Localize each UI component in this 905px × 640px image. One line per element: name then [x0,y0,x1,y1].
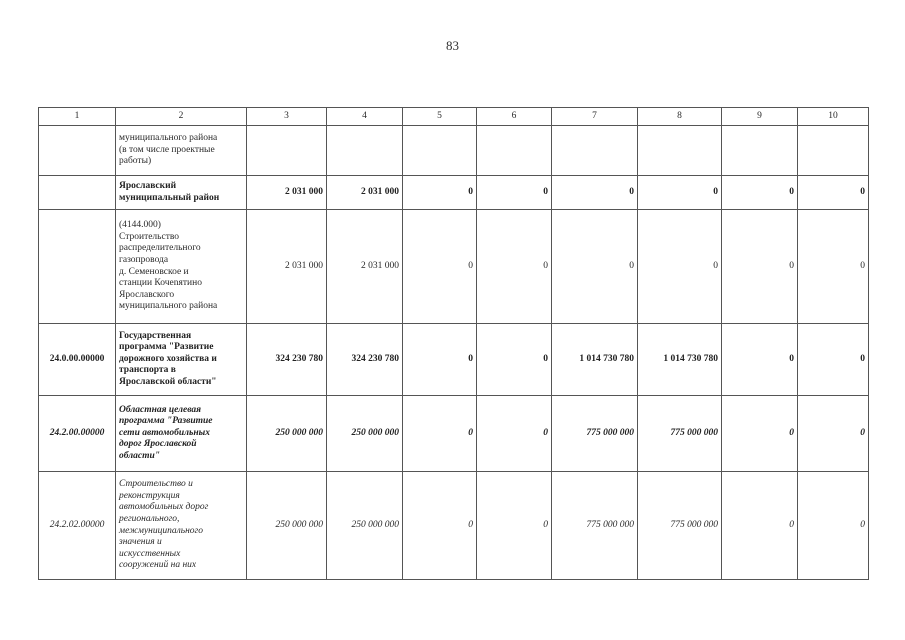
row-value: 0 [403,210,477,324]
row-name-line: сооружений на них [119,560,197,571]
row-name-line: д. Семеновское и [119,266,189,277]
row-name-line: муниципальный район [119,192,220,203]
row-value: 0 [477,324,552,396]
row-name-line: работы) [119,156,152,167]
row-name-line: Строительство и [119,479,193,490]
row-value: 250 000 000 [327,396,403,472]
row-name [116,324,247,396]
row-value: 775 000 000 [638,396,722,472]
row-value: 0 [798,472,869,580]
page-number: 83 [446,38,459,53]
row-name-line: Ярославского [119,289,175,300]
table-row [39,396,869,472]
table-row [39,176,869,210]
row-value: 0 [722,176,798,210]
row-name-line: программа "Развитие [119,416,213,427]
row-code [39,176,116,210]
row-name-line: искусственных [119,548,181,559]
row-name-line: области" [119,450,161,461]
row-value: 0 [403,396,477,472]
row-name-line: Государственная [119,330,192,341]
row-value: 250 000 000 [327,472,403,580]
row-value: 324 230 780 [247,324,327,396]
row-name-line: дорожного хозяйства и [119,353,217,364]
row-name-line: сети автомобильных [119,427,210,438]
row-name [116,472,247,580]
row-value: 0 [638,210,722,324]
column-number: 10 [798,108,869,126]
row-name-line: автомобильных дорог [119,502,209,513]
row-value: 0 [722,324,798,396]
table-row [39,472,869,580]
table-row [39,210,869,324]
row-name-line: муниципального района [119,301,218,312]
budget-table [38,107,869,580]
row-value: 775 000 000 [552,472,638,580]
row-value: 0 [722,396,798,472]
row-value: 0 [798,210,869,324]
row-value: 0 [477,396,552,472]
row-code: 24.2.00.00000 [39,396,116,472]
row-code: 24.0.00.00000 [39,324,116,396]
row-value: 0 [798,324,869,396]
column-number: 6 [477,108,552,126]
row-value: 250 000 000 [247,472,327,580]
row-value: 0 [403,472,477,580]
row-value [327,126,403,176]
row-value [552,126,638,176]
row-value: 2 031 000 [247,176,327,210]
row-name-line: распределительного [119,243,201,254]
row-name-line: межмуниципального [119,525,204,536]
row-value: 1 014 730 780 [638,324,722,396]
row-name [116,210,247,324]
row-value: 0 [403,176,477,210]
row-name-line: значения и [119,537,162,548]
column-number: 8 [638,108,722,126]
row-name-line: Строительство [119,231,180,242]
row-name-line: Областная целевая [119,404,202,415]
row-value [722,126,798,176]
row-name-line: муниципального района [119,133,218,144]
row-name-line: дорог Ярославской [119,439,197,450]
row-value: 0 [638,176,722,210]
row-name-line: транспорта в [119,365,176,376]
row-value: 775 000 000 [638,472,722,580]
row-name-line: реконструкция [119,490,180,501]
row-value: 0 [477,210,552,324]
row-value [403,126,477,176]
row-value: 2 031 000 [327,210,403,324]
row-value [798,126,869,176]
row-name [116,396,247,472]
row-value: 2 031 000 [327,176,403,210]
column-number: 3 [247,108,327,126]
row-value: 0 [552,176,638,210]
row-name-line: (4144.000) [119,220,161,231]
row-value [477,126,552,176]
row-value: 0 [722,472,798,580]
column-number: 1 [39,108,116,126]
row-value: 0 [403,324,477,396]
row-value: 1 014 730 780 [552,324,638,396]
row-value: 0 [722,210,798,324]
row-value [247,126,327,176]
column-number: 9 [722,108,798,126]
column-number-row [39,108,869,126]
row-name-line: станции Кочеnятино [119,278,202,289]
table-row [39,324,869,396]
column-number: 2 [116,108,247,126]
row-value: 0 [477,472,552,580]
row-name-line: программа "Развитие [119,342,214,353]
row-value: 324 230 780 [327,324,403,396]
row-name-line: Ярославский [119,180,177,191]
row-value: 0 [552,210,638,324]
row-code: 24.2.02.00000 [39,472,116,580]
row-value [638,126,722,176]
row-name-line: Ярославской области" [119,376,217,387]
row-name [116,176,247,210]
row-value: 0 [798,176,869,210]
row-value: 250 000 000 [247,396,327,472]
row-value: 2 031 000 [247,210,327,324]
column-number: 5 [403,108,477,126]
row-name-line: газопровода [119,254,169,265]
table-row [39,126,869,176]
row-value: 0 [798,396,869,472]
row-code [39,126,116,176]
row-name-line: (в том числе проектные [119,144,215,155]
row-name [116,126,247,176]
row-value: 0 [477,176,552,210]
column-number: 4 [327,108,403,126]
column-number: 7 [552,108,638,126]
row-value: 775 000 000 [552,396,638,472]
row-code [39,210,116,324]
row-name-line: регионального, [119,513,180,524]
